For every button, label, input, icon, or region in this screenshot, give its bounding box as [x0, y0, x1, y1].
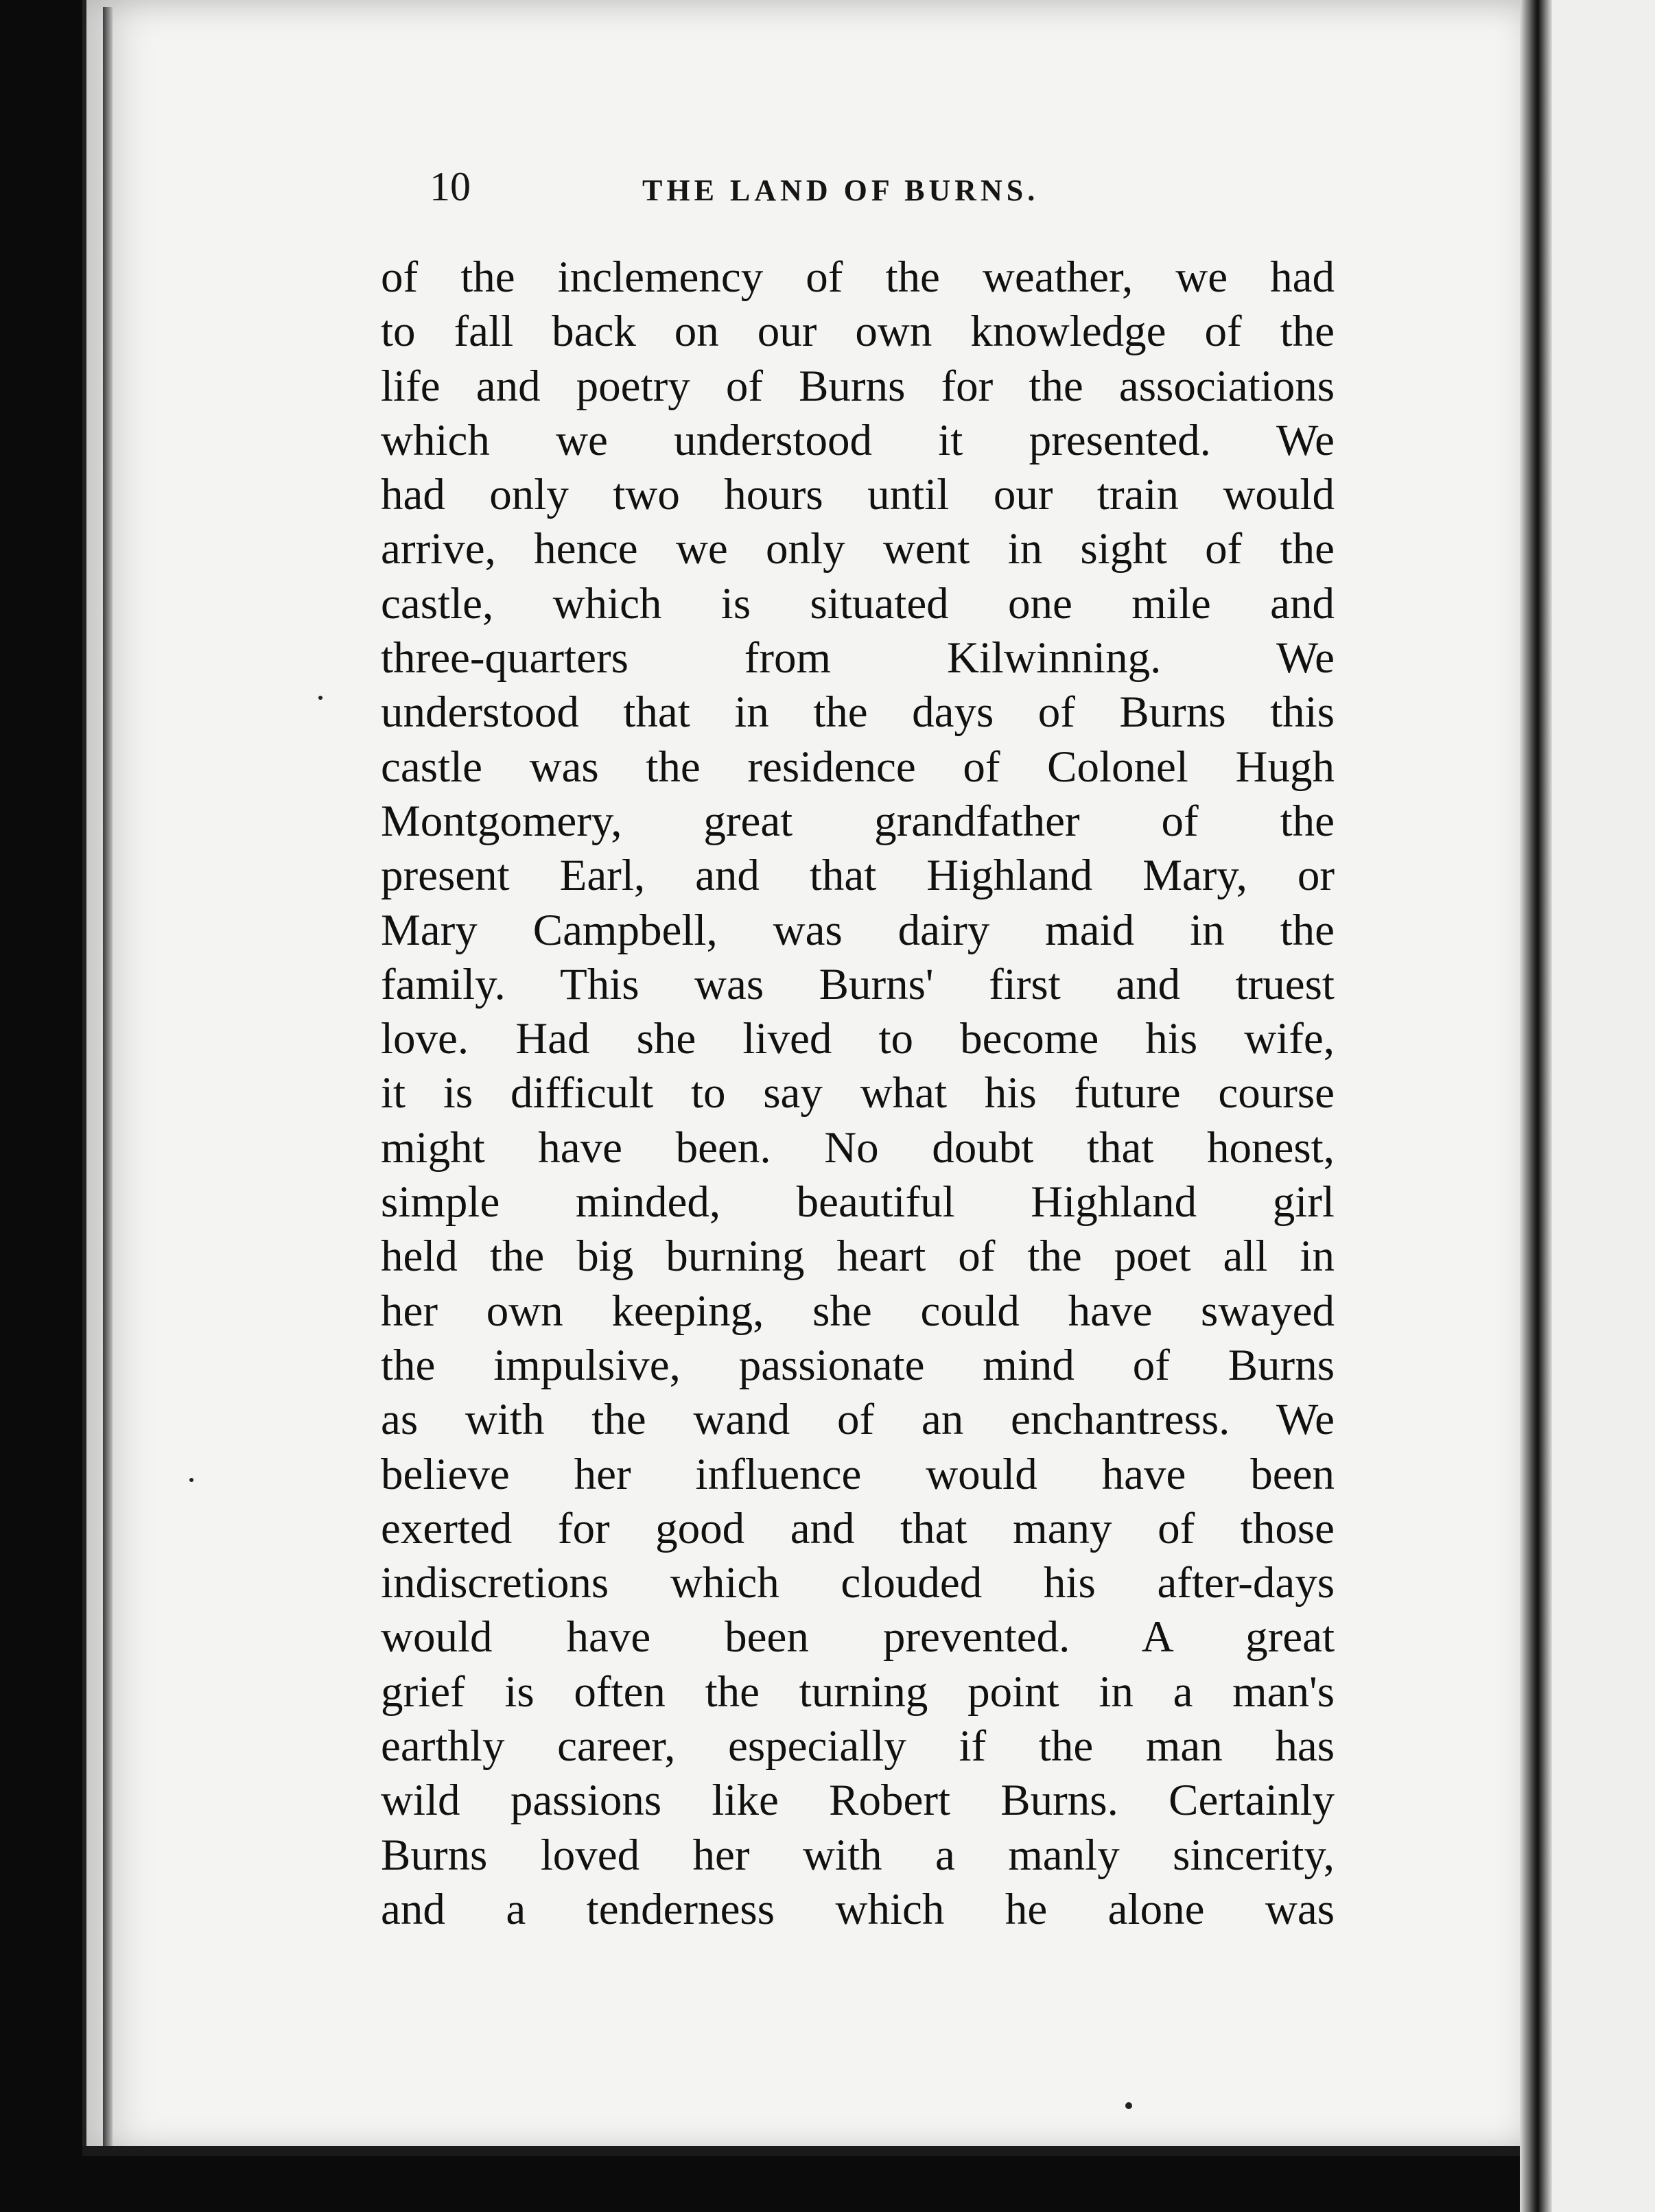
- text-line: castle was the residence of Colonel Hugh: [381, 742, 1335, 792]
- text-line: simple minded, beautiful Highland girl: [381, 1177, 1335, 1227]
- body-text: [381, 250, 1335, 1937]
- text-line: Burns loved her with a manly sincerity,: [381, 1830, 1335, 1880]
- adjacent-page-edge: [1552, 0, 1655, 2212]
- text-line: believe her influence would have been: [381, 1449, 1335, 1499]
- book-gutter: [1520, 0, 1553, 2212]
- page-number: 10: [430, 164, 471, 209]
- text-line: indiscretions which clouded his after-days: [381, 1558, 1335, 1608]
- text-line: as with the wand of an enchantress. We: [381, 1395, 1335, 1445]
- running-head: THE LAND OF BURNS.: [642, 174, 1040, 207]
- text-line: exerted for good and that many of those: [381, 1503, 1335, 1553]
- page-bottom-edge: [82, 2146, 1530, 2156]
- page-left-edge: [103, 7, 113, 2148]
- text-line: grief is often the turning point in a man's: [381, 1667, 1335, 1717]
- text-line: Montgomery, great grandfather of the: [381, 796, 1335, 846]
- scan-speck: [1125, 2102, 1132, 2109]
- text-line: to fall back on our own knowledge of the: [381, 307, 1335, 357]
- text-line: and a tenderness which he alone was: [381, 1884, 1335, 1934]
- text-line: would have been prevented. A great: [381, 1612, 1335, 1662]
- text-line: three-quarters from Kilwinning. We: [381, 633, 1335, 683]
- text-line: it is difficult to say what his future course: [381, 1068, 1335, 1118]
- text-line: the impulsive, passionate mind of Burns: [381, 1340, 1335, 1390]
- text-line: of the inclemency of the weather, we had: [381, 252, 1335, 302]
- text-line: her own keeping, she could have swayed: [381, 1286, 1335, 1336]
- text-line: earthly career, especially if the man has: [381, 1721, 1335, 1772]
- scan-speck: [318, 696, 322, 700]
- text-line: family. This was Burns' first and truest: [381, 959, 1335, 1009]
- text-line: understood that in the days of Burns this: [381, 687, 1335, 738]
- text-line: arrive, hence we only went in sight of the: [381, 524, 1335, 574]
- text-line: life and poetry of Burns for the associations: [381, 361, 1335, 411]
- text-line: castle, which is situated one mile and: [381, 578, 1335, 628]
- text-line: wild passions like Robert Burns. Certainly: [381, 1776, 1335, 1826]
- text-line: present Earl, and that Highland Mary, or: [381, 851, 1335, 901]
- page-header: [430, 159, 1322, 214]
- text-line: Mary Campbell, was dairy maid in the: [381, 905, 1335, 955]
- scan-speck: [189, 1478, 193, 1482]
- text-line: had only two hours until our train would: [381, 470, 1335, 520]
- text-line: love. Had she lived to become his wife,: [381, 1014, 1335, 1064]
- text-line: which we understood it presented. We: [381, 415, 1335, 465]
- text-line: might have been. No doubt that honest,: [381, 1122, 1335, 1173]
- text-line: held the big burning heart of the poet all in: [381, 1232, 1335, 1282]
